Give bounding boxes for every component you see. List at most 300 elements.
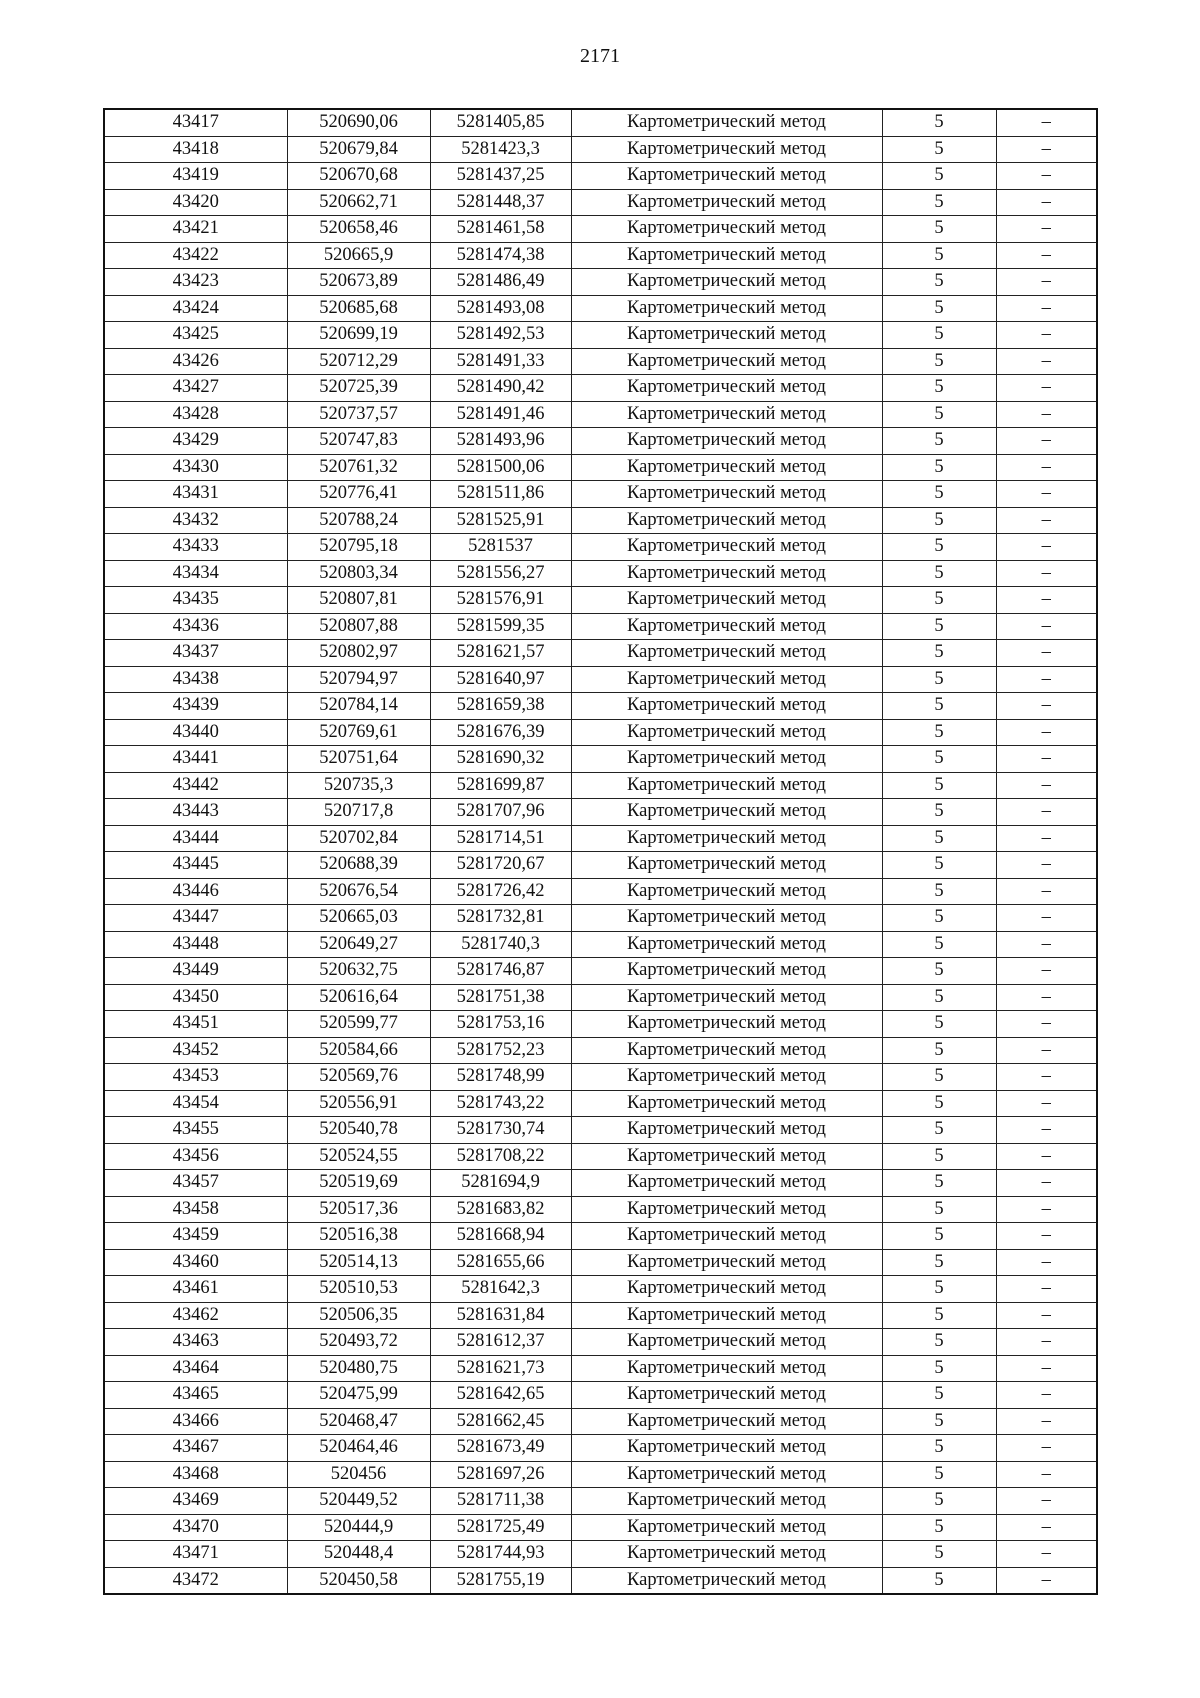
accuracy-cell: 5 [882,1541,996,1568]
y-coordinate-cell: 5281491,46 [430,401,571,428]
note-cell: – [996,454,1097,481]
note-cell: – [996,1488,1097,1515]
y-coordinate-cell: 5281556,27 [430,560,571,587]
point-number-cell: 43452 [104,1037,287,1064]
note-cell: – [996,1143,1097,1170]
x-coordinate-cell: 520456 [287,1461,430,1488]
y-coordinate-cell: 5281697,26 [430,1461,571,1488]
accuracy-cell: 5 [882,905,996,932]
note-cell: – [996,905,1097,932]
note-cell: – [996,1435,1097,1462]
y-coordinate-cell: 5281676,39 [430,719,571,746]
y-coordinate-cell: 5281461,58 [430,216,571,243]
table-row [104,1011,1097,1038]
table-row [104,428,1097,455]
note-cell: – [996,322,1097,349]
table-row [104,401,1097,428]
point-number-cell: 43448 [104,931,287,958]
method-cell: Картометрический метод [571,1064,882,1091]
x-coordinate-cell: 520802,97 [287,640,430,667]
note-cell: – [996,666,1097,693]
note-cell: – [996,1541,1097,1568]
table-row [104,109,1097,136]
accuracy-cell: 5 [882,984,996,1011]
y-coordinate-cell: 5281720,67 [430,852,571,879]
accuracy-cell: 5 [882,1249,996,1276]
x-coordinate-cell: 520450,58 [287,1567,430,1594]
point-number-cell: 43440 [104,719,287,746]
x-coordinate-cell: 520475,99 [287,1382,430,1409]
x-coordinate-cell: 520514,13 [287,1249,430,1276]
accuracy-cell: 5 [882,719,996,746]
y-coordinate-cell: 5281751,38 [430,984,571,1011]
table-row [104,1461,1097,1488]
x-coordinate-cell: 520665,9 [287,242,430,269]
point-number-cell: 43434 [104,560,287,587]
method-cell: Картометрический метод [571,587,882,614]
accuracy-cell: 5 [882,1170,996,1197]
table-row [104,878,1097,905]
table-row [104,931,1097,958]
y-coordinate-cell: 5281405,85 [430,109,571,136]
accuracy-cell: 5 [882,322,996,349]
table-row [104,852,1097,879]
point-number-cell: 43436 [104,613,287,640]
accuracy-cell: 5 [882,1514,996,1541]
x-coordinate-cell: 520699,19 [287,322,430,349]
point-number-cell: 43426 [104,348,287,375]
table-row [104,295,1097,322]
y-coordinate-cell: 5281655,66 [430,1249,571,1276]
y-coordinate-cell: 5281490,42 [430,375,571,402]
point-number-cell: 43443 [104,799,287,826]
y-coordinate-cell: 5281500,06 [430,454,571,481]
x-coordinate-cell: 520464,46 [287,1435,430,1462]
x-coordinate-cell: 520519,69 [287,1170,430,1197]
x-coordinate-cell: 520737,57 [287,401,430,428]
accuracy-cell: 5 [882,746,996,773]
note-cell: – [996,1117,1097,1144]
accuracy-cell: 5 [882,799,996,826]
note-cell: – [996,931,1097,958]
point-number-cell: 43441 [104,746,287,773]
y-coordinate-cell: 5281612,37 [430,1329,571,1356]
note-cell: – [996,1461,1097,1488]
note-cell: – [996,1514,1097,1541]
accuracy-cell: 5 [882,852,996,879]
method-cell: Картометрический метод [571,1355,882,1382]
point-number-cell: 43466 [104,1408,287,1435]
table-row [104,1090,1097,1117]
point-number-cell: 43461 [104,1276,287,1303]
table-row [104,1196,1097,1223]
table-row [104,216,1097,243]
table-row [104,1408,1097,1435]
y-coordinate-cell: 5281576,91 [430,587,571,614]
note-cell: – [996,772,1097,799]
y-coordinate-cell: 5281668,94 [430,1223,571,1250]
point-number-cell: 43472 [104,1567,287,1594]
method-cell: Картометрический метод [571,852,882,879]
x-coordinate-cell: 520493,72 [287,1329,430,1356]
note-cell: – [996,1090,1097,1117]
x-coordinate-cell: 520569,76 [287,1064,430,1091]
accuracy-cell: 5 [882,1223,996,1250]
accuracy-cell: 5 [882,1329,996,1356]
y-coordinate-cell: 5281755,19 [430,1567,571,1594]
y-coordinate-cell: 5281642,3 [430,1276,571,1303]
y-coordinate-cell: 5281437,25 [430,163,571,190]
note-cell: – [996,269,1097,296]
table-row [104,1223,1097,1250]
method-cell: Картометрический метод [571,905,882,932]
x-coordinate-cell: 520685,68 [287,295,430,322]
accuracy-cell: 5 [882,481,996,508]
point-number-cell: 43465 [104,1382,287,1409]
x-coordinate-cell: 520449,52 [287,1488,430,1515]
point-number-cell: 43470 [104,1514,287,1541]
y-coordinate-cell: 5281753,16 [430,1011,571,1038]
y-coordinate-cell: 5281659,38 [430,693,571,720]
table-row [104,163,1097,190]
method-cell: Картометрический метод [571,958,882,985]
method-cell: Картометрический метод [571,216,882,243]
point-number-cell: 43455 [104,1117,287,1144]
x-coordinate-cell: 520690,06 [287,109,430,136]
y-coordinate-cell: 5281748,99 [430,1064,571,1091]
point-number-cell: 43456 [104,1143,287,1170]
x-coordinate-cell: 520584,66 [287,1037,430,1064]
note-cell: – [996,746,1097,773]
point-number-cell: 43419 [104,163,287,190]
accuracy-cell: 5 [882,189,996,216]
x-coordinate-cell: 520556,91 [287,1090,430,1117]
note-cell: – [996,242,1097,269]
x-coordinate-cell: 520712,29 [287,348,430,375]
note-cell: – [996,693,1097,720]
accuracy-cell: 5 [882,1488,996,1515]
note-cell: – [996,1408,1097,1435]
note-cell: – [996,1382,1097,1409]
table-row [104,1382,1097,1409]
table-row [104,348,1097,375]
note-cell: – [996,1064,1097,1091]
method-cell: Картометрический метод [571,1567,882,1594]
table-row [104,905,1097,932]
table-row [104,375,1097,402]
note-cell: – [996,348,1097,375]
note-cell: – [996,1249,1097,1276]
table-row [104,534,1097,561]
accuracy-cell: 5 [882,1117,996,1144]
y-coordinate-cell: 5281621,57 [430,640,571,667]
accuracy-cell: 5 [882,931,996,958]
method-cell: Картометрический метод [571,1011,882,1038]
x-coordinate-cell: 520517,36 [287,1196,430,1223]
method-cell: Картометрический метод [571,428,882,455]
y-coordinate-cell: 5281491,33 [430,348,571,375]
method-cell: Картометрический метод [571,1382,882,1409]
accuracy-cell: 5 [882,1143,996,1170]
point-number-cell: 43471 [104,1541,287,1568]
table-row [104,322,1097,349]
table-row [104,1355,1097,1382]
x-coordinate-cell: 520717,8 [287,799,430,826]
table-body [104,109,1097,1594]
note-cell: – [996,216,1097,243]
note-cell: – [996,507,1097,534]
method-cell: Картометрический метод [571,1408,882,1435]
y-coordinate-cell: 5281707,96 [430,799,571,826]
y-coordinate-cell: 5281493,08 [430,295,571,322]
x-coordinate-cell: 520448,4 [287,1541,430,1568]
method-cell: Картометрический метод [571,825,882,852]
y-coordinate-cell: 5281621,73 [430,1355,571,1382]
accuracy-cell: 5 [882,1355,996,1382]
table-row [104,454,1097,481]
point-number-cell: 43420 [104,189,287,216]
method-cell: Картометрический метод [571,1090,882,1117]
x-coordinate-cell: 520649,27 [287,931,430,958]
accuracy-cell: 5 [882,1011,996,1038]
table-row [104,1276,1097,1303]
method-cell: Картометрический метод [571,1170,882,1197]
point-number-cell: 43453 [104,1064,287,1091]
point-number-cell: 43467 [104,1435,287,1462]
note-cell: – [996,984,1097,1011]
y-coordinate-cell: 5281525,91 [430,507,571,534]
note-cell: – [996,163,1097,190]
note-cell: – [996,719,1097,746]
table-row [104,719,1097,746]
accuracy-cell: 5 [882,348,996,375]
x-coordinate-cell: 520784,14 [287,693,430,720]
note-cell: – [996,1567,1097,1594]
accuracy-cell: 5 [882,587,996,614]
point-number-cell: 43421 [104,216,287,243]
note-cell: – [996,401,1097,428]
method-cell: Картометрический метод [571,1223,882,1250]
accuracy-cell: 5 [882,613,996,640]
x-coordinate-cell: 520688,39 [287,852,430,879]
accuracy-cell: 5 [882,242,996,269]
method-cell: Картометрический метод [571,1302,882,1329]
table-row [104,746,1097,773]
y-coordinate-cell: 5281662,45 [430,1408,571,1435]
table-row [104,1143,1097,1170]
accuracy-cell: 5 [882,534,996,561]
y-coordinate-cell: 5281752,23 [430,1037,571,1064]
method-cell: Картометрический метод [571,322,882,349]
method-cell: Картометрический метод [571,454,882,481]
table-row [104,1435,1097,1462]
point-number-cell: 43454 [104,1090,287,1117]
accuracy-cell: 5 [882,1064,996,1091]
table-row [104,507,1097,534]
point-number-cell: 43432 [104,507,287,534]
point-number-cell: 43458 [104,1196,287,1223]
point-number-cell: 43445 [104,852,287,879]
method-cell: Картометрический метод [571,746,882,773]
y-coordinate-cell: 5281690,32 [430,746,571,773]
method-cell: Картометрический метод [571,693,882,720]
y-coordinate-cell: 5281726,42 [430,878,571,905]
method-cell: Картометрический метод [571,507,882,534]
point-number-cell: 43427 [104,375,287,402]
note-cell: – [996,878,1097,905]
table-row [104,693,1097,720]
point-number-cell: 43451 [104,1011,287,1038]
note-cell: – [996,1276,1097,1303]
x-coordinate-cell: 520468,47 [287,1408,430,1435]
table-row [104,640,1097,667]
point-number-cell: 43423 [104,269,287,296]
x-coordinate-cell: 520510,53 [287,1276,430,1303]
point-number-cell: 43463 [104,1329,287,1356]
table-row [104,1064,1097,1091]
point-number-cell: 43418 [104,136,287,163]
x-coordinate-cell: 520480,75 [287,1355,430,1382]
method-cell: Картометрический метод [571,719,882,746]
accuracy-cell: 5 [882,163,996,190]
accuracy-cell: 5 [882,454,996,481]
note-cell: – [996,1223,1097,1250]
table-row [104,1249,1097,1276]
table-row [104,1302,1097,1329]
accuracy-cell: 5 [882,1382,996,1409]
x-coordinate-cell: 520599,77 [287,1011,430,1038]
point-number-cell: 43447 [104,905,287,932]
x-coordinate-cell: 520679,84 [287,136,430,163]
point-number-cell: 43429 [104,428,287,455]
y-coordinate-cell: 5281493,96 [430,428,571,455]
y-coordinate-cell: 5281673,49 [430,1435,571,1462]
method-cell: Картометрический метод [571,401,882,428]
point-number-cell: 43459 [104,1223,287,1250]
point-number-cell: 43469 [104,1488,287,1515]
x-coordinate-cell: 520803,34 [287,560,430,587]
accuracy-cell: 5 [882,507,996,534]
accuracy-cell: 5 [882,1435,996,1462]
method-cell: Картометрический метод [571,269,882,296]
point-number-cell: 43442 [104,772,287,799]
method-cell: Картометрический метод [571,375,882,402]
x-coordinate-cell: 520751,64 [287,746,430,773]
accuracy-cell: 5 [882,1567,996,1594]
accuracy-cell: 5 [882,109,996,136]
table-row [104,958,1097,985]
y-coordinate-cell: 5281732,81 [430,905,571,932]
point-number-cell: 43425 [104,322,287,349]
x-coordinate-cell: 520444,9 [287,1514,430,1541]
point-number-cell: 43444 [104,825,287,852]
point-number-cell: 43462 [104,1302,287,1329]
accuracy-cell: 5 [882,958,996,985]
note-cell: – [996,1355,1097,1382]
x-coordinate-cell: 520747,83 [287,428,430,455]
point-number-cell: 43468 [104,1461,287,1488]
y-coordinate-cell: 5281423,3 [430,136,571,163]
point-number-cell: 43433 [104,534,287,561]
table-row [104,189,1097,216]
point-number-cell: 43435 [104,587,287,614]
note-cell: – [996,109,1097,136]
method-cell: Картометрический метод [571,640,882,667]
y-coordinate-cell: 5281699,87 [430,772,571,799]
x-coordinate-cell: 520769,61 [287,719,430,746]
method-cell: Картометрический метод [571,931,882,958]
point-number-cell: 43431 [104,481,287,508]
accuracy-cell: 5 [882,428,996,455]
table-row [104,799,1097,826]
method-cell: Картометрический метод [571,348,882,375]
table-row [104,1117,1097,1144]
method-cell: Картометрический метод [571,799,882,826]
method-cell: Картометрический метод [571,666,882,693]
table-row [104,242,1097,269]
method-cell: Картометрический метод [571,481,882,508]
x-coordinate-cell: 520524,55 [287,1143,430,1170]
table-row [104,481,1097,508]
note-cell: – [996,825,1097,852]
method-cell: Картометрический метод [571,1276,882,1303]
table-row [104,1329,1097,1356]
method-cell: Картометрический метод [571,1143,882,1170]
accuracy-cell: 5 [882,1276,996,1303]
method-cell: Картометрический метод [571,1249,882,1276]
method-cell: Картометрический метод [571,1514,882,1541]
accuracy-cell: 5 [882,1408,996,1435]
y-coordinate-cell: 5281537 [430,534,571,561]
method-cell: Картометрический метод [571,1196,882,1223]
y-coordinate-cell: 5281511,86 [430,481,571,508]
table-row [104,825,1097,852]
y-coordinate-cell: 5281708,22 [430,1143,571,1170]
point-number-cell: 43450 [104,984,287,1011]
x-coordinate-cell: 520795,18 [287,534,430,561]
accuracy-cell: 5 [882,1196,996,1223]
table-row [104,1541,1097,1568]
x-coordinate-cell: 520788,24 [287,507,430,534]
coordinates-table [103,108,1098,1595]
point-number-cell: 43422 [104,242,287,269]
x-coordinate-cell: 520735,3 [287,772,430,799]
note-cell: – [996,1329,1097,1356]
method-cell: Картометрический метод [571,163,882,190]
accuracy-cell: 5 [882,401,996,428]
point-number-cell: 43464 [104,1355,287,1382]
note-cell: – [996,1196,1097,1223]
method-cell: Картометрический метод [571,878,882,905]
accuracy-cell: 5 [882,560,996,587]
y-coordinate-cell: 5281711,38 [430,1488,571,1515]
x-coordinate-cell: 520662,71 [287,189,430,216]
x-coordinate-cell: 520794,97 [287,666,430,693]
x-coordinate-cell: 520658,46 [287,216,430,243]
accuracy-cell: 5 [882,825,996,852]
method-cell: Картометрический метод [571,189,882,216]
method-cell: Картометрический метод [571,772,882,799]
table-row [104,984,1097,1011]
note-cell: – [996,587,1097,614]
y-coordinate-cell: 5281642,65 [430,1382,571,1409]
method-cell: Картометрический метод [571,1037,882,1064]
note-cell: – [996,534,1097,561]
note-cell: – [996,1302,1097,1329]
point-number-cell: 43460 [104,1249,287,1276]
accuracy-cell: 5 [882,1302,996,1329]
page-number: 2171 [580,45,620,67]
